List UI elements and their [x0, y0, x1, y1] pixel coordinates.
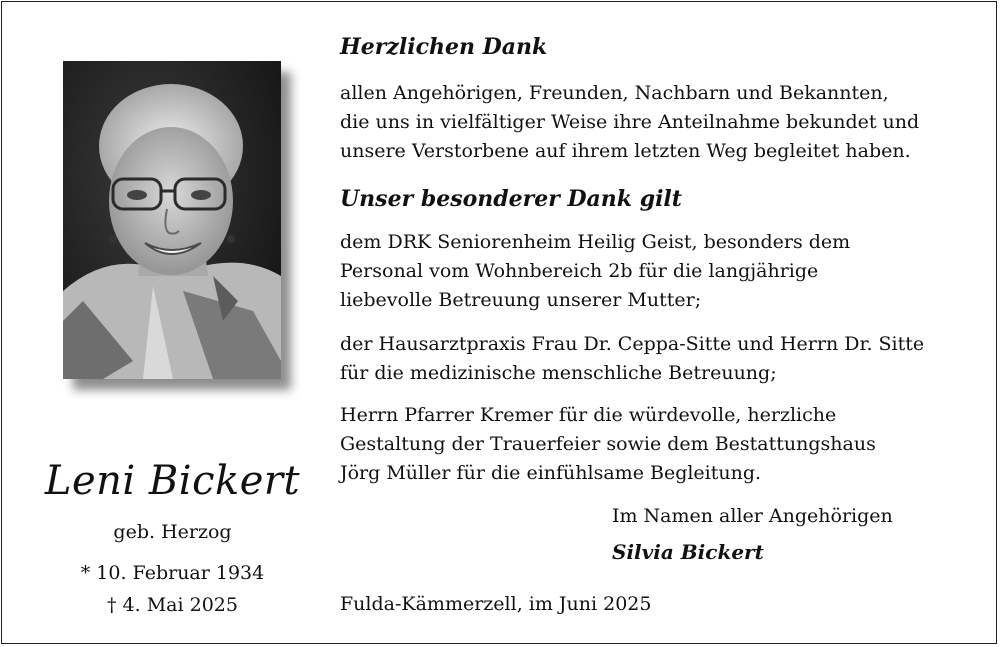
thanks-paragraph-doctor [340, 330, 980, 388]
place-date [340, 590, 980, 619]
thanks-line: dem DRK Seniorenheim Heilig Geist, besonders dem [340, 231, 851, 253]
intro-paragraph [340, 79, 980, 166]
maiden-name: geb. Herzog [113, 521, 232, 543]
intro-line: allen Angehörigen, Freunden, Nachbarn und Bekannten, [340, 82, 889, 104]
thanks-line: Gestaltung der Trauerfeier sowie dem Bestattungshaus [340, 433, 876, 455]
main-heading: Herzlichen Dank [340, 34, 548, 60]
thanks-line: für die medizinische menschliche Betreuung; [340, 362, 777, 384]
thanks-line: liebevolle Betreuung unserer Mutter; [340, 289, 702, 311]
thanks-line: Herrn Pfarrer Kremer für die würdevolle, herzliche [340, 404, 837, 426]
portrait-photo [63, 61, 281, 379]
signature-line: Im Namen aller Angehörigen [612, 505, 893, 527]
special-thanks-heading: Unser besonderer Dank gilt [340, 186, 682, 212]
portrait-illustration [63, 61, 281, 379]
birth-date: * 10. Februar 1934 [80, 562, 265, 584]
thanks-line: Personal vom Wohnbereich 2b für die langjährige [340, 260, 819, 282]
intro-line: die uns in vielfältiger Weise ihre Anteilnahme bekundet und [340, 111, 920, 133]
deceased-name: Leni Bickert [44, 458, 301, 504]
signature-name: Silvia Bickert [612, 540, 764, 564]
thanks-line: Jörg Müller für die einfühlsame Begleitung. [340, 462, 762, 484]
thanks-paragraph-care-home [340, 228, 980, 315]
intro-line: unsere Verstorbene auf ihrem letzten Weg begleitet haben. [340, 140, 911, 162]
thanks-line: der Hausarztpraxis Frau Dr. Ceppa-Sitte und Herrn Dr. Sitte [340, 333, 925, 355]
place-date-text: Fulda-Kämmerzell, im Juni 2025 [340, 593, 652, 615]
thanks-paragraph-pastor [340, 401, 980, 488]
death-date: † 4. Mai 2025 [107, 594, 238, 616]
